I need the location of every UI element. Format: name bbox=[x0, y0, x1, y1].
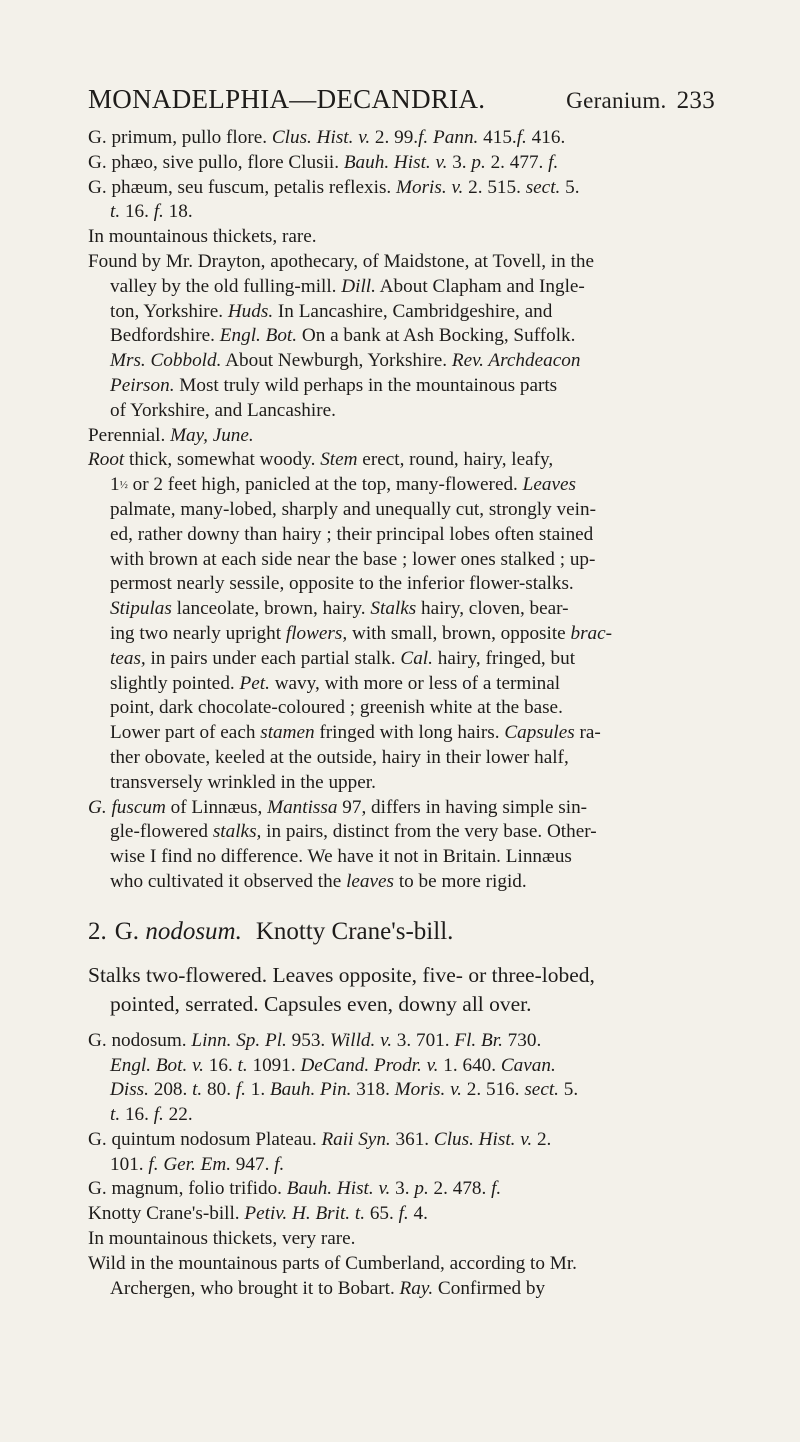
synonym-line: t. 16. f. 18. bbox=[110, 201, 193, 223]
running-header bbox=[88, 84, 715, 115]
description-line: wise I find no difference. We have it not in Britain. Linnæus bbox=[110, 846, 572, 868]
description-line: ed, rather downy than hairy ; their principal lobes often stained bbox=[110, 523, 594, 545]
description-line: teas, in pairs under each partial stalk. Cal. hairy, fringed, but bbox=[110, 647, 576, 669]
body-text bbox=[88, 126, 724, 1301]
locality-line: valley by the old fulling-mill. Dill. About Clapham and Ingle- bbox=[110, 275, 585, 297]
synonym-line: G. quintum nodosum Plateau. Raii Syn. 361. Clus. Hist. v. 2. bbox=[88, 1128, 552, 1150]
description-line: Stipulas lanceolate, brown, hairy. Stalks hairy, cloven, bear- bbox=[110, 598, 569, 620]
species-heading: 2. G. nodosum. Knotty Crane's-bill. bbox=[88, 917, 454, 945]
locality-line: Mrs. Cobbold. About Newburgh, Yorkshire. Rev. Archdeacon bbox=[110, 350, 581, 372]
habitat-line: In mountainous thickets, very rare. bbox=[88, 1228, 356, 1250]
diagnosis-line: pointed, serrated. Capsules even, downy all over. bbox=[110, 992, 532, 1017]
description-line: Root thick, somewhat woody. Stem erect, round, hairy, leafy, bbox=[88, 449, 554, 471]
locality-line: ton, Yorkshire. Huds. In Lancashire, Cambridgeshire, and bbox=[110, 300, 553, 322]
description-line: ing two nearly upright flowers, with small, brown, opposite brac- bbox=[110, 622, 613, 644]
synonym-line: G. phæo, sive pullo, flore Clusii. Bauh. Hist. v. 3. p. 2. 477. f. bbox=[88, 151, 559, 173]
description-line: who cultivated it observed the leaves to be more rigid. bbox=[110, 870, 527, 892]
synonym-line: Knotty Crane's-bill. Petiv. H. Brit. t. 65. f. 4. bbox=[88, 1203, 428, 1225]
locality-line: Wild in the mountainous parts of Cumberland, according to Mr. bbox=[88, 1252, 577, 1274]
synonym-line: Diss. 208. t. 80. f. 1. Bauh. Pin. 318. Moris. v. 2. 516. sect. 5. bbox=[110, 1079, 579, 1101]
description-line: point, dark chocolate-coloured ; greenish white at the base. bbox=[110, 697, 563, 719]
species-diagnosis bbox=[88, 961, 724, 1020]
locality-line: Peirson. Most truly wild perhaps in the mountainous parts bbox=[110, 374, 558, 396]
description-line: palmate, many-lobed, sharply and unequally cut, strongly vein- bbox=[110, 498, 596, 520]
synonym-line: G. phæum, seu fuscum, petalis reflexis. Moris. v. 2. 515. sect. 5. bbox=[88, 176, 580, 198]
locality-line: Archergen, who brought it to Bobart. Ray. Confirmed by bbox=[110, 1277, 546, 1299]
description-line: with brown at each side near the base ; lower ones stalked ; up- bbox=[110, 548, 596, 570]
header-right bbox=[566, 84, 715, 115]
synonym-line: 101. f. Ger. Em. 947. f. bbox=[110, 1153, 285, 1175]
description-line: permost nearly sessile, opposite to the inferior flower-stalks. bbox=[110, 573, 574, 595]
synonym-line: G. nodosum. Linn. Sp. Pl. 953. Willd. v. 3. 701. Fl. Br. 730. bbox=[88, 1029, 542, 1051]
description-line: Lower part of each stamen fringed with long hairs. Capsules ra- bbox=[110, 722, 601, 744]
locality-line: Found by Mr. Drayton, apothecary, of Maidstone, at Tovell, in the bbox=[88, 250, 594, 272]
description-line: G. fuscum of Linnæus, Mantissa 97, differs in having simple sin- bbox=[88, 796, 588, 818]
description-line: ther obovate, keeled at the outside, hairy in their lower half, bbox=[110, 746, 569, 768]
description-line: gle-flowered stalks, in pairs, distinct from the very base. Other- bbox=[110, 821, 597, 843]
description-line: slightly pointed. Pet. wavy, with more or less of a terminal bbox=[110, 672, 561, 694]
description-line: 1½ or 2 feet high, panicled at the top, many-flowered. Leaves bbox=[110, 474, 576, 496]
habitat-line: In mountainous thickets, rare. bbox=[88, 226, 317, 248]
locality-line: Bedfordshire. Engl. Bot. On a bank at Ash Bocking, Suffolk. bbox=[110, 325, 576, 347]
description-line: transversely wrinkled in the upper. bbox=[110, 771, 376, 793]
duration-line: Perennial. May, June. bbox=[88, 424, 254, 446]
synonym-line: Engl. Bot. v. 16. t. 1091. DeCand. Prodr. v. 1. 640. Cavan. bbox=[110, 1054, 556, 1076]
synonym-line: G. primum, pullo flore. Clus. Hist. v. 2. 99.f. Pann. 415.f. 416. bbox=[88, 127, 566, 148]
header-genus: Geranium. bbox=[566, 88, 667, 113]
diagnosis-line: Stalks two-flowered. Leaves opposite, five- or three-lobed, bbox=[88, 962, 595, 987]
synonym-line: t. 16. f. 22. bbox=[110, 1104, 193, 1126]
locality-line: of Yorkshire, and Lancashire. bbox=[110, 399, 336, 421]
header-title: MONADELPHIA—DECANDRIA. bbox=[88, 84, 486, 114]
page-number: 233 bbox=[676, 87, 715, 114]
synonym-line: G. magnum, folio trifido. Bauh. Hist. v. 3. p. 2. 478. f. bbox=[88, 1178, 502, 1200]
